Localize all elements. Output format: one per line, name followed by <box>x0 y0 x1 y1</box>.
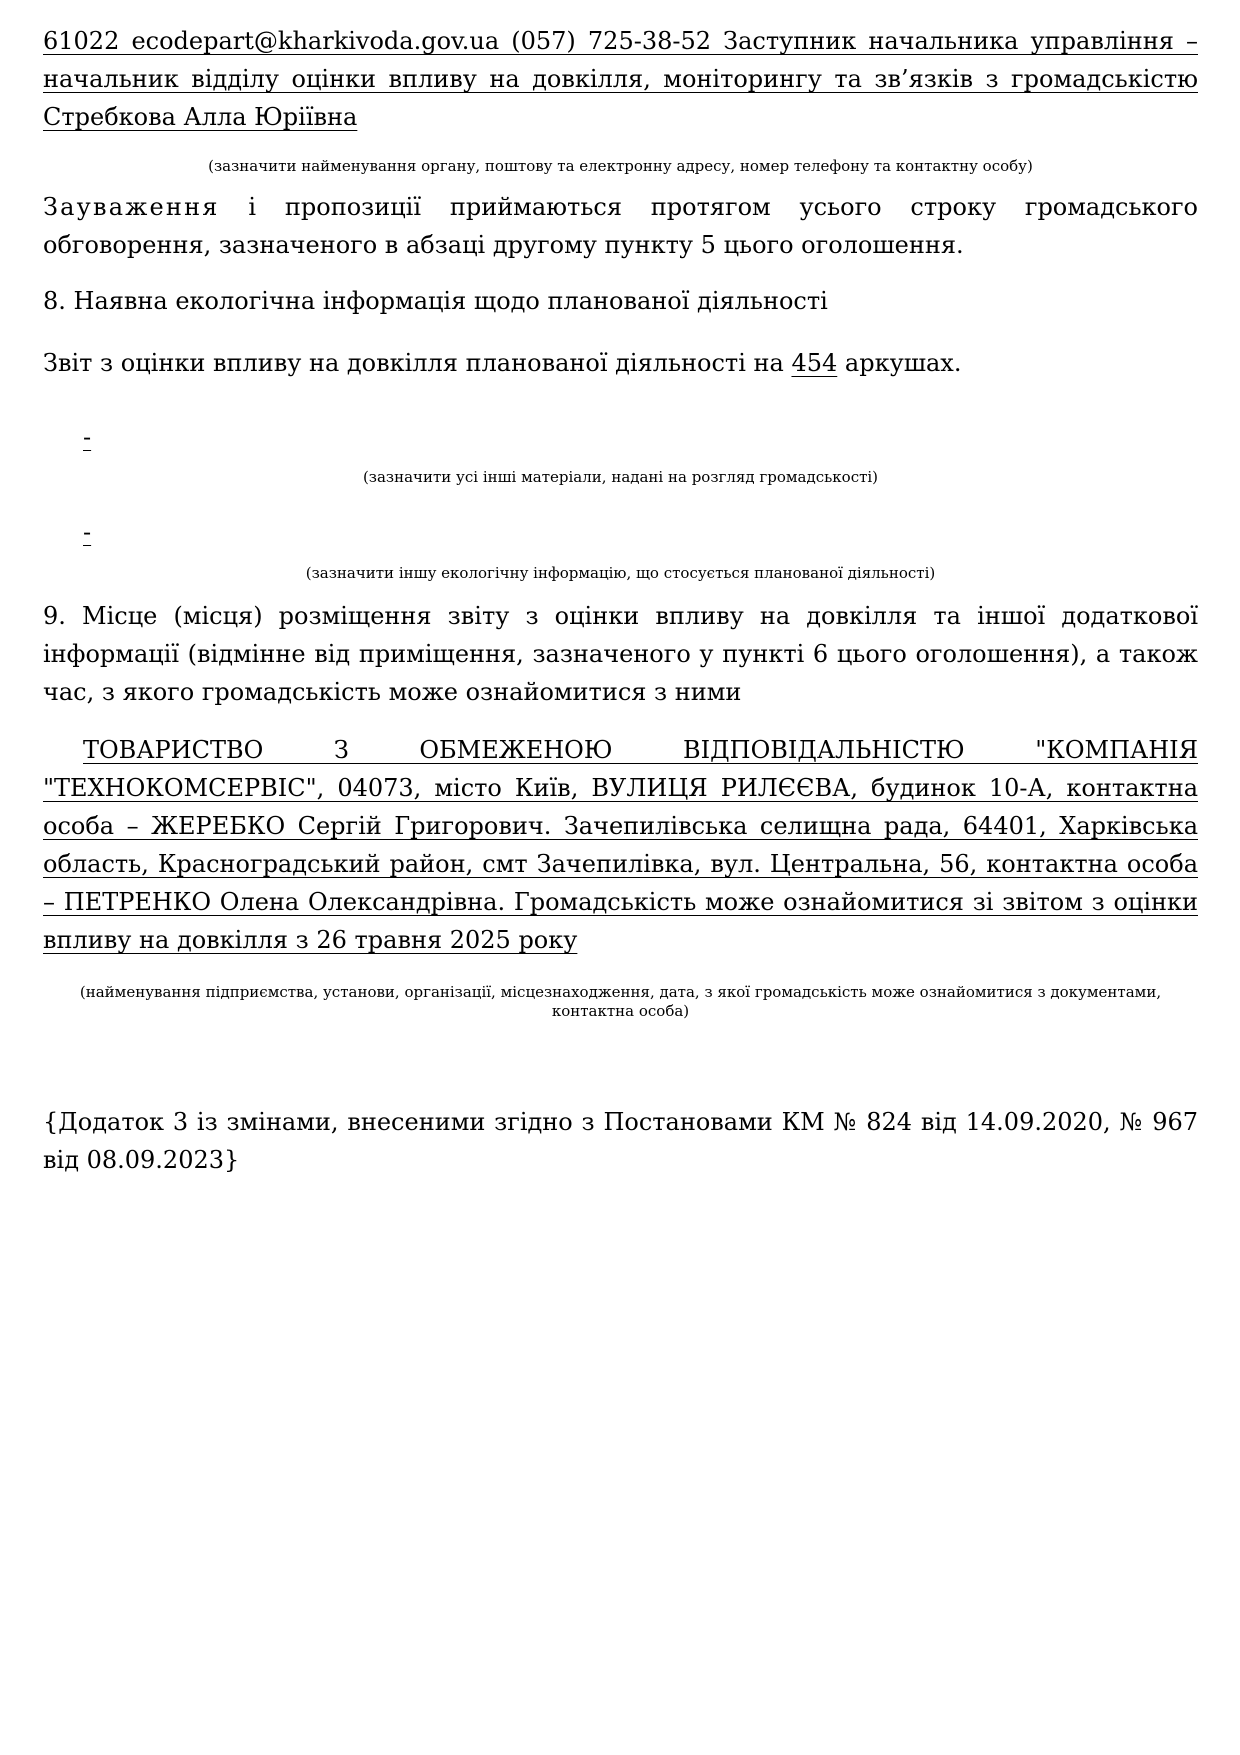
contact-info-text: 61022 ecodepart@kharkivoda.gov.ua (057) 725-38-52 Заступник начальника управління – начальник відділу оцінки впливу на довкілля, моніторингу та зв’язків з громадськістю Стребкова Алла Юріївна <box>43 27 1198 131</box>
remarks-rest: і пропозиції приймаються протягом усього строку громадського обговорення, зазначеного в абзаці другому пункту 5 цього оголошення. <box>43 193 1198 259</box>
document-page <box>43 22 1198 1179</box>
contact-info <box>43 22 1198 136</box>
section-9-details-text: ТОВАРИСТВО З ОБМЕЖЕНОЮ ВІДПОВІДАЛЬНІСТЮ "КОМПАНІЯ "ТЕХНОКОМСЕРВІС", 04073, місто Київ, ВУЛИЦЯ РИЛЄЄВА, будинок 10-А, контактна особа – ЖЕРЕБКО Сергій Григорович. Зачепилівська селищна рада, 64401, Харківська область, Красноградський район, смт Зачепилівка, вул. Центральна, 56, контактна особа – ПЕТРЕНКО Олена Олександрівна. Громадськість може ознайомитися зі звітом з оцінки впливу на довкілля з 26 травня 2025 року <box>43 736 1198 954</box>
other-materials-value: - <box>83 423 92 451</box>
section-9-caption: (найменування підприємства, установи, організації, місцезнаходження, дата, з якої громадськість може ознайомитися з документами, контактна особа) <box>79 983 1162 1020</box>
section-9-number: 9 <box>43 602 59 630</box>
report-prefix: Звіт з оцінки впливу на довкілля планованої діяльності на <box>43 349 792 377</box>
section-9-details <box>43 731 1198 959</box>
amendment-footnote: {Додаток 3 із змінами, внесеними згідно з Постановами КМ № 824 від 14.09.2020, № 967 від 08.09.2023} <box>43 1108 1198 1174</box>
report-suffix: аркушах. <box>837 349 962 377</box>
contact-info-caption: (зазначити найменування органу, поштову та електронну адресу, номер телефону та контактну особу) <box>208 157 1033 175</box>
remarks-lead: Зауваження <box>43 193 220 221</box>
other-materials-caption: (зазначити усі інші матеріали, надані на розгляд громадськості) <box>362 468 879 486</box>
section-9-heading-text: . Місце (місця) розміщення звіту з оцінки впливу на довкілля та іншої додаткової інформації (відмінне від приміщення, зазначеного у пункті 6 цього оголошення), а також час, з якого громадськість може ознайомитися з ними <box>43 602 1198 706</box>
section-8-heading: 8. Наявна екологічна інформація щодо планованої діяльності <box>43 287 828 315</box>
section-9-heading <box>43 597 1198 711</box>
remarks-paragraph <box>43 188 1198 264</box>
report-sheets-line <box>43 344 1198 382</box>
other-info-caption: (зазначити іншу екологічну інформацію, що стосується планованої діяльності) <box>305 564 936 582</box>
other-info-value: - <box>83 518 92 546</box>
report-sheets-count: 454 <box>791 349 838 377</box>
